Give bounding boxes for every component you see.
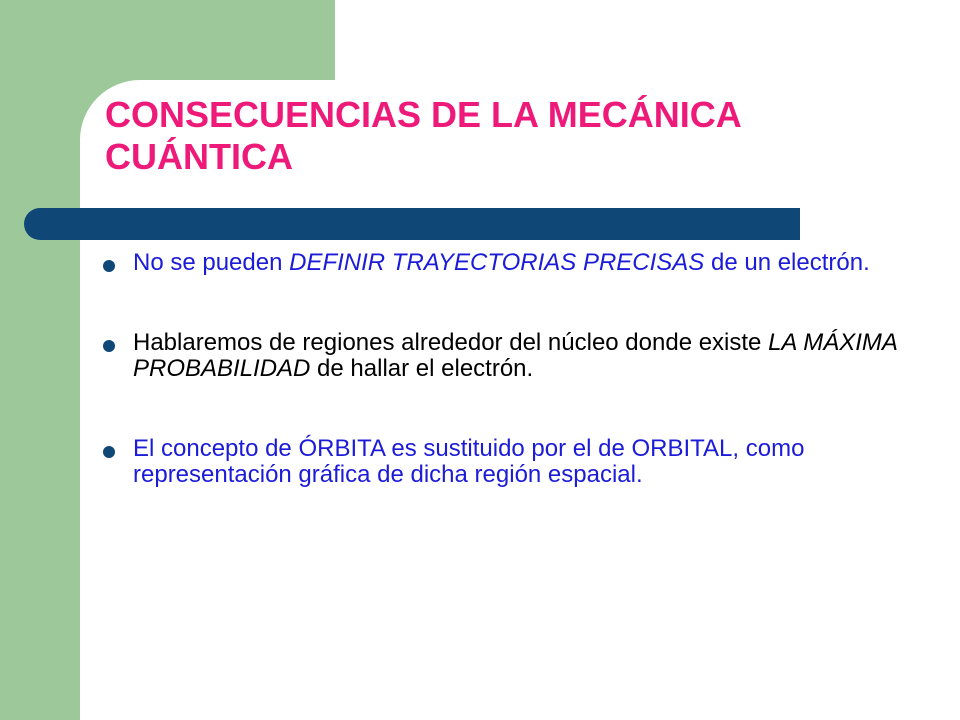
green-side-panel bbox=[0, 0, 80, 720]
title-line-1: CONSECUENCIAS DE LA MECÁNICA bbox=[105, 94, 742, 135]
bullet-2-text-a: Hablaremos de regiones alrededor del núcleo donde existe bbox=[133, 329, 769, 356]
bullet-dot-icon bbox=[103, 260, 115, 272]
bullet-1-text-a: No se pueden bbox=[133, 249, 290, 276]
bullet-item-trayectorias bbox=[103, 250, 903, 276]
bullet-2-text-c: de hallar el electrón. bbox=[310, 355, 534, 382]
bullet-3-text: El concepto de ÓRBITA es sustituido por el de ORBITAL, como representación gráfica de dicha región espacial. bbox=[133, 435, 805, 488]
bullet-dot-icon bbox=[103, 340, 115, 352]
bullet-item-probabilidad bbox=[103, 330, 903, 382]
title-line-2: CUÁNTICA bbox=[105, 136, 293, 177]
bullet-item-orbital bbox=[103, 436, 903, 488]
bullet-dot-icon bbox=[103, 446, 115, 458]
title-divider-bar bbox=[24, 208, 800, 240]
bullet-2-text-italic: LA MÁXIMA PROBABILIDAD bbox=[133, 329, 897, 382]
slide-title bbox=[105, 94, 905, 178]
bullet-list bbox=[103, 250, 903, 542]
bullet-1-text-italic: DEFINIR TRAYECTORIAS PRECISAS bbox=[289, 249, 705, 276]
bullet-1-text-c: de un electrón. bbox=[704, 249, 870, 276]
